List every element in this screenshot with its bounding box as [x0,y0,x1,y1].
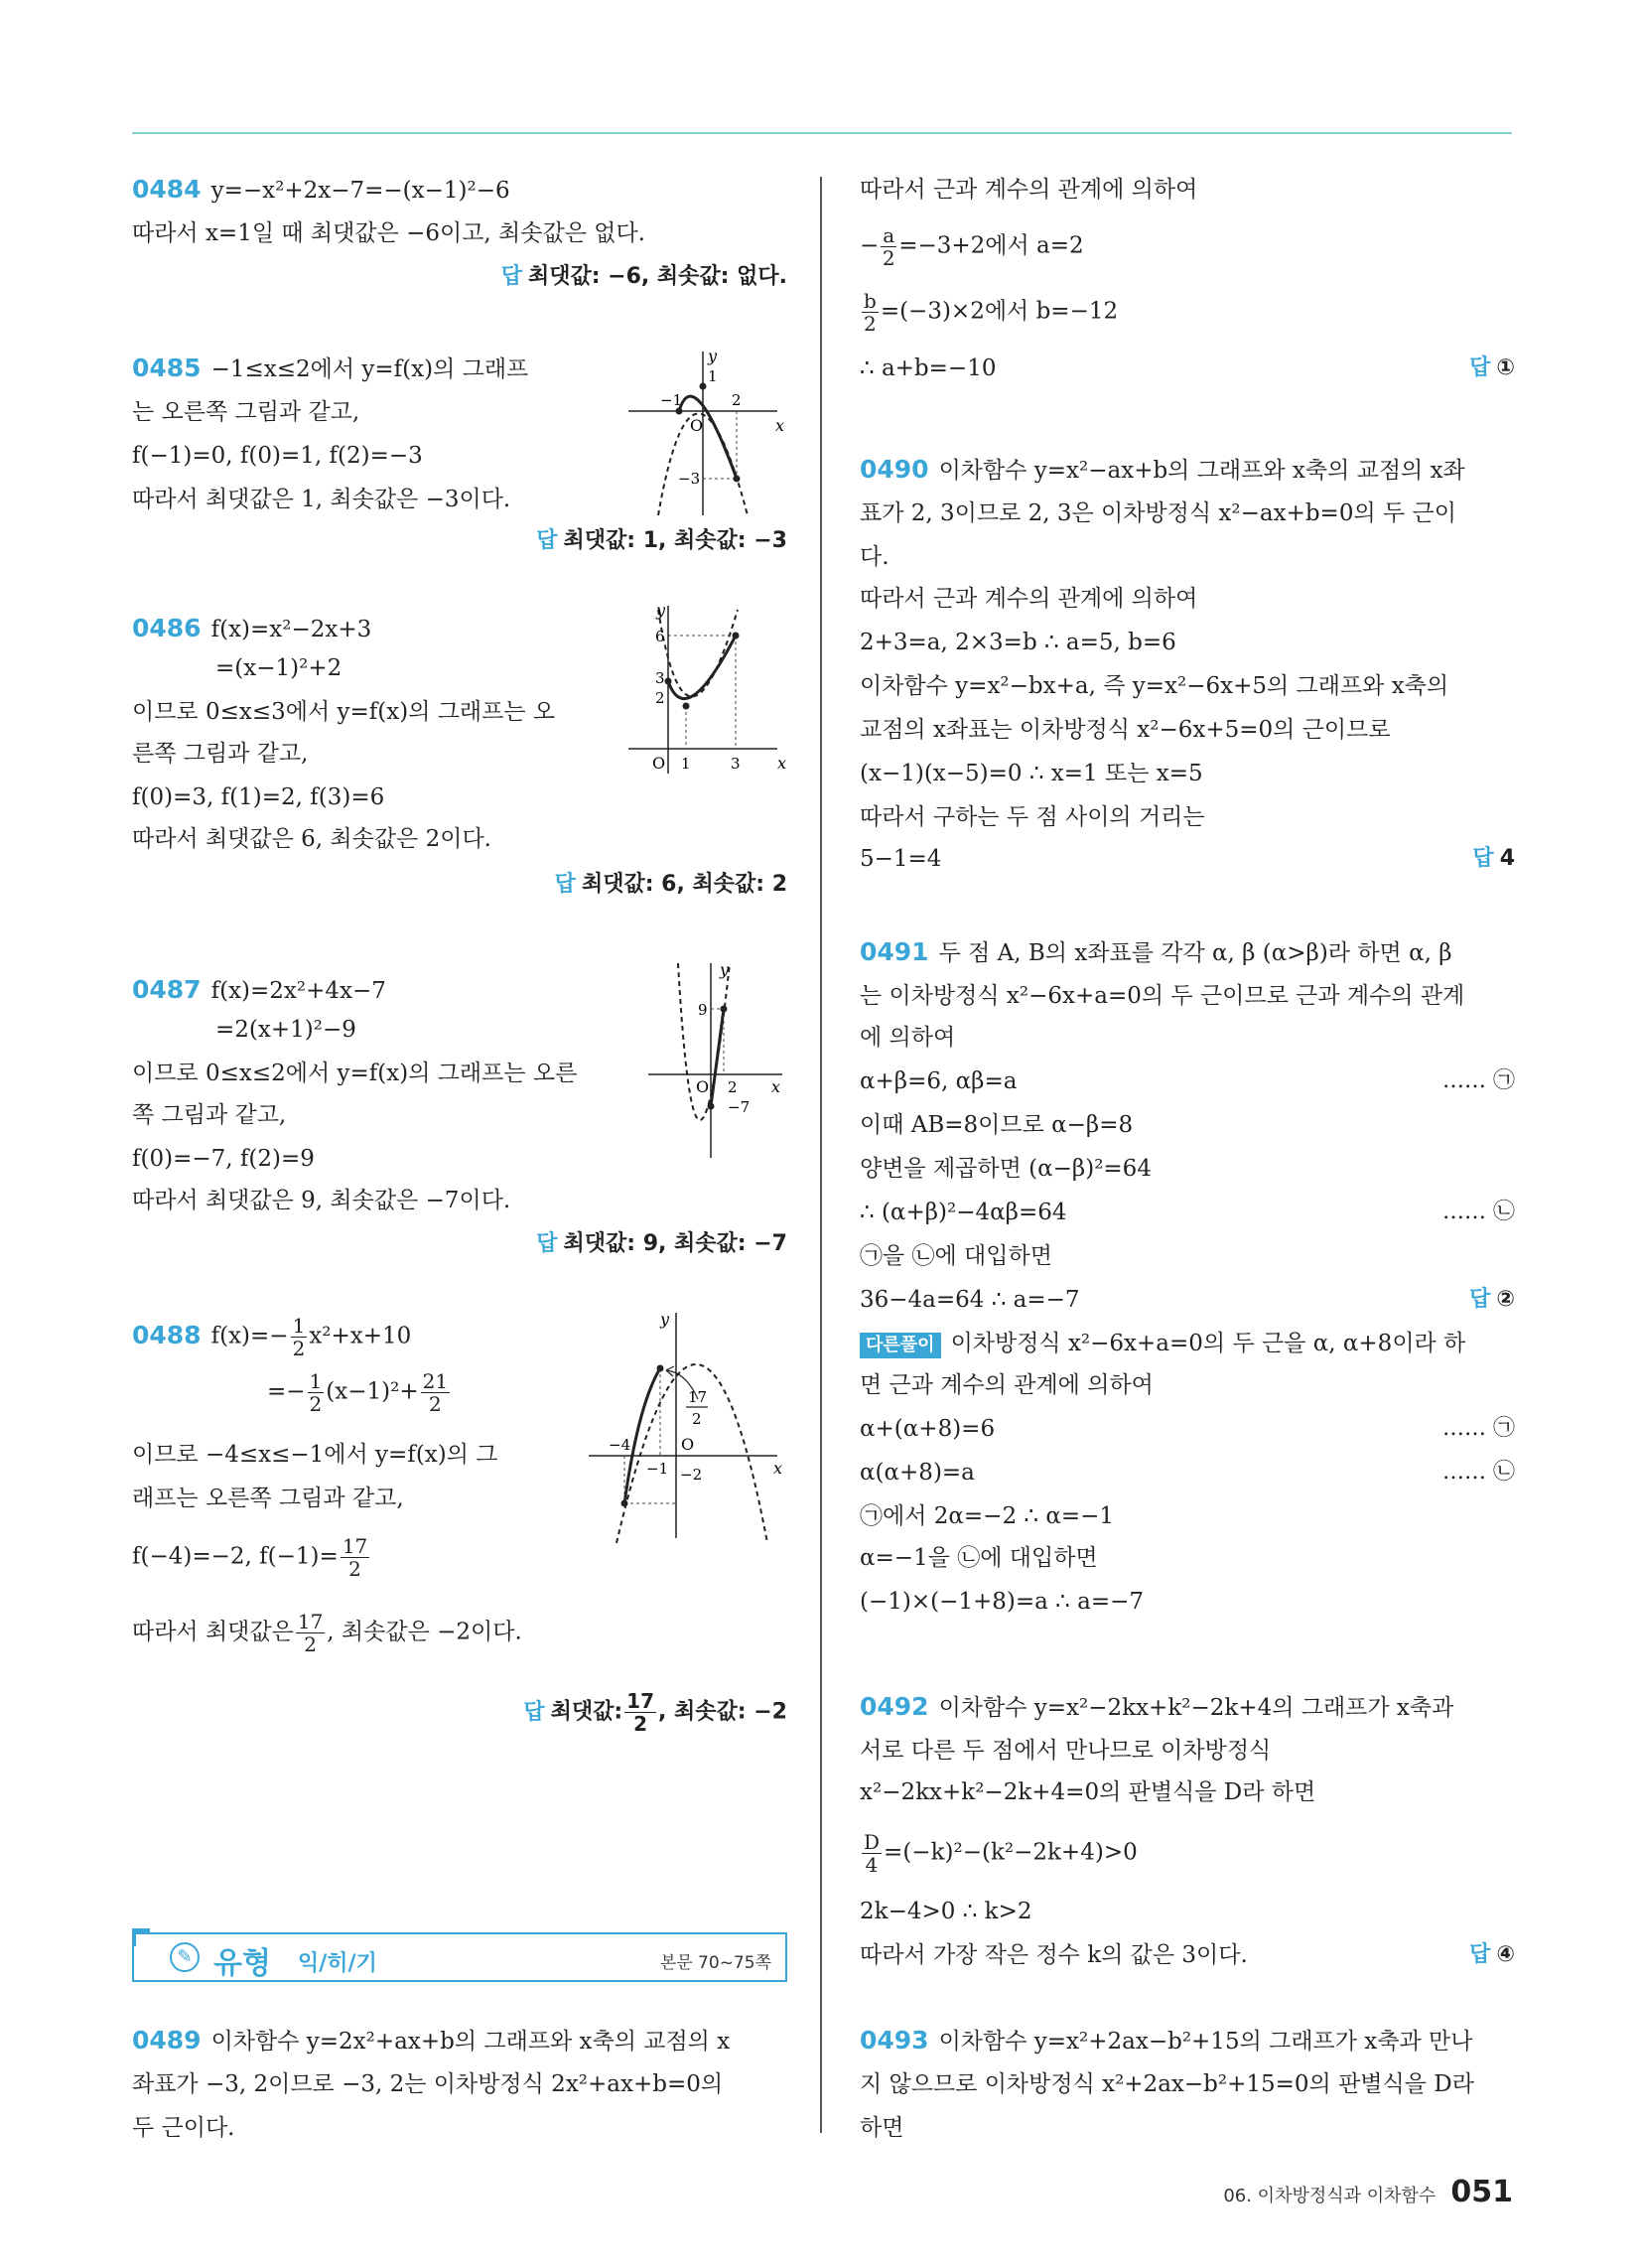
axis-label-x: x [777,754,787,773]
solution-text: x²+x+10 [309,1323,412,1349]
graph-0487 [648,959,787,1168]
solution-line: 교점의 x좌표는 이차방정식 x²−6x+5=0의 근이므로 [860,717,1391,743]
graph-0485 [628,342,787,520]
corner-accent [132,1928,150,1946]
axis-label-y: y [660,1310,670,1329]
solution-line: 좌표가 −3, 2이므로 −3, 2는 이차방정식 2x²+ax+b=0의 [132,2071,724,2097]
numerator: 21 [422,1369,449,1393]
solution-line: f(x)=x²−2x+3 [210,617,372,642]
solution-line: 5−1=4 [860,846,942,872]
answer-label: 답 [1469,1942,1491,1967]
solution-line: 이차방정식 x²−6x+a=0의 두 근을 α, α+8이라 하 [950,1331,1466,1356]
solution-line: f(0)=3, f(1)=2, f(3)=6 [132,784,385,810]
answer-label: 답 [500,264,522,289]
problem-number: 0490 [860,455,929,484]
solution-line: 이차함수 y=x²−bx+a, 즉 y=x²−6x+5의 그래프와 x축의 [860,673,1449,699]
solution-line: 양변을 제곱하면 (α−β)²=64 [860,1156,1152,1182]
solution-text: f(−4)=−2, f(−1)= [132,1543,339,1570]
equation-marker: …… ㉡ [1442,1460,1515,1485]
axis-label-y: y [656,601,666,620]
check-notebook-icon: ✎ [170,1942,200,1972]
numerator: 17 [297,1610,324,1633]
problem-number: 0485 [132,354,202,382]
numerator: D [864,1830,881,1854]
axis-label-x: x [771,1077,781,1096]
solution-line: 지 않으므로 이차방정식 x²+2ax−b²+15=0의 판별식을 D라 [860,2071,1474,2097]
tick-label: 1 [681,755,691,773]
answer-line [1469,1940,1515,1970]
problem-number: 0487 [132,975,202,1004]
solution-line: f(−1)=0, f(0)=1, f(2)=−3 [132,443,423,469]
answer-line [536,526,787,556]
tick-label: 2 [655,689,665,707]
problem-number: 0484 [132,175,202,204]
solution-line: −1≤x≤2에서 y=f(x)의 그래프 [210,356,529,382]
solution-line: 다. [860,544,889,570]
top-rule [132,132,1512,134]
answer-text: 최댓값: 6, 최솟값: 2 [581,872,787,897]
fraction-label: 2 [692,1410,702,1428]
alt-solution-badge: 다른풀이 [860,1333,941,1358]
section-header [132,1932,787,1982]
solution-line: 이때 AB=8이므로 α−β=8 [860,1112,1134,1138]
solution-line: 이차함수 y=x²+2ax−b²+15의 그래프가 x축과 만나 [938,2029,1473,2055]
problem-number: 0492 [860,1692,929,1721]
denominator: 2 [428,1392,442,1416]
solution-line: 따라서 최댓값은 1, 최솟값은 −3이다. [132,487,511,512]
problem-number: 0491 [860,937,929,966]
page-number: 051 [1450,2175,1513,2209]
answer-text: ② [1496,1287,1515,1312]
denominator: 2 [633,1712,648,1736]
solution-line: 에 의하여 [860,1025,956,1051]
answer-label: 답 [523,1699,545,1725]
answer-line [523,1690,787,1735]
answer-line [555,870,787,900]
denominator: 2 [304,1632,317,1656]
solution-line: α+(α+8)=6 [860,1416,996,1442]
solution-line: 서로 다른 두 점에서 만나므로 이차방정식 [860,1738,1272,1764]
denominator: 2 [292,1337,306,1360]
solution-line: 표가 2, 3이므로 2, 3은 이차방정식 x²−ax+b=0의 두 근이 [860,500,1456,526]
solution-text: (x−1)²+ [326,1378,419,1405]
solution-line: 래프는 오른쪽 그림과 같고, [132,1486,404,1511]
answer-text: 최댓값: [550,1699,623,1725]
denominator: 2 [348,1557,361,1581]
solution-line: ∴ (α+β)²−4αβ=64 [860,1200,1067,1225]
section-title: 유형 [213,1946,271,1981]
solution-line: 따라서 최댓값은 9, 최솟값은 −7이다. [132,1188,511,1213]
problem-number: 0493 [860,2026,929,2055]
solution-line: 따라서 최댓값은 6, 최솟값은 2이다. [132,826,491,852]
solution-line: f(0)=−7, f(2)=9 [132,1146,315,1172]
solution-text: =−3+2에서 a=2 [898,232,1084,259]
tick-label: −3 [678,470,701,488]
numerator: 1 [292,1314,306,1338]
answer-label: 답 [1469,1287,1491,1312]
solution-line: =2(x+1)²−9 [215,1017,356,1043]
numerator: 17 [626,1689,655,1713]
solution-line: ∴ a+b=−10 [860,355,997,381]
problem-number: 0488 [132,1320,202,1349]
solution-text: =(−k)²−(k²−2k+4)>0 [884,1839,1138,1866]
solution-line: 따라서 근과 계수의 관계에 의하여 [860,586,1198,612]
origin-label: O [681,1435,695,1454]
solution-line: 는 이차방정식 x²−6x+a=0의 두 근이므로 근과 계수의 관계 [860,983,1465,1009]
numerator: a [883,223,895,247]
answer-line [1469,1285,1515,1315]
solution-line: 2k−4>0 ∴ k>2 [860,1899,1032,1924]
solution-text: =− [267,1378,306,1405]
answer-label: 답 [536,1231,558,1256]
answer-text: 최댓값: −6, 최솟값: 없다. [527,264,787,289]
fraction [881,224,896,269]
solution-line: ㉠에서 2α=−2 ∴ α=−1 [860,1503,1115,1529]
solution-line: α+β=6, αβ=a [860,1068,1018,1094]
problem-number: 0486 [132,614,202,642]
tick-label: 6 [655,628,665,645]
solution-line: 두 점 A, B의 x좌표를 각각 α, β (α>β)라 하면 α, β [938,940,1452,966]
solution-line: 이차함수 y=2x²+ax+b의 그래프와 x축의 교점의 x [210,2029,731,2055]
tick-label: 9 [698,1001,708,1019]
tick-label: −4 [609,1436,631,1454]
answer-label: 답 [536,528,558,553]
problem-number: 0489 [132,2026,202,2055]
fraction-label: 17 [688,1388,708,1406]
origin-label: O [690,416,704,435]
origin-label: O [652,754,666,773]
solution-line: 따라서 x=1일 때 최댓값은 −6이고, 최솟값은 없다. [132,220,645,246]
equation-marker: …… ㉠ [1442,1416,1515,1441]
solution-line: 는 오른쪽 그림과 같고, [132,399,360,425]
solution-line: α=−1을 ㉡에 대입하면 [860,1545,1098,1571]
solution-line: 두 근이다. [132,2115,235,2141]
solution-line: 이차함수 y=x²−ax+b의 그래프와 x축의 교점의 x좌 [938,458,1465,484]
section-subtitle: 익/히/기 [298,1951,377,1976]
axis-label-y: y [720,960,730,979]
fraction [624,1690,656,1735]
section-page-ref: 본문 70~75쪽 [659,1953,771,1973]
equation-marker: …… ㉠ [1442,1068,1515,1093]
solution-line: (x−1)(x−5)=0 ∴ x=1 또는 x=5 [860,761,1203,786]
tick-label: −7 [728,1098,751,1116]
solution-line: y=−x²+2x−7=−(x−1)²−6 [210,178,510,204]
answer-label: 답 [1472,846,1494,871]
axis-label-x: x [773,1459,783,1478]
tick-label: −1 [660,391,683,409]
tick-label: 2 [732,391,742,409]
solution-line: 쪽 그림과 같고, [132,1102,287,1128]
tick-label: 3 [731,755,741,773]
answer-text: , 최솟값: −2 [658,1699,787,1725]
page-footer [1223,2175,1513,2209]
denominator: 2 [309,1392,323,1416]
tick-label: 2 [728,1078,738,1096]
answer-text: ④ [1496,1942,1515,1967]
solution-line: x²−2kx+k²−2k+4=0의 판별식을 D라 하면 [860,1779,1316,1805]
answer-line [1469,354,1515,383]
fraction [296,1611,325,1655]
solution-line: (−1)×(−1+8)=a ∴ a=−7 [860,1589,1145,1615]
answer-text: 4 [1499,846,1515,871]
denominator: 2 [864,312,877,336]
fraction [862,1831,882,1876]
solution-line: 따라서 근과 계수의 관계에 의하여 [860,177,1198,203]
fraction [308,1370,325,1415]
axis-label-y: y [708,347,718,365]
solution-text: f(x)=− [210,1323,289,1349]
solution-line: ㉠을 ㉡에 대입하면 [860,1243,1052,1269]
solution-text: , 최솟값은 −2이다. [327,1619,522,1645]
answer-line [1472,844,1515,874]
solution-line: 하면 [860,2115,904,2141]
tick-label: −1 [646,1460,669,1478]
tick-label: 3 [655,669,665,687]
solution-line: 2+3=a, 2×3=b ∴ a=5, b=6 [860,630,1176,655]
solution-text: 따라서 최댓값은 [132,1619,294,1645]
solution-text: =(−3)×2에서 b=−12 [880,298,1119,325]
solution-line: 따라서 구하는 두 점 사이의 거리는 [860,804,1205,830]
numerator: 1 [309,1369,323,1393]
fraction [421,1370,450,1415]
solution-line: 이므로 −4≤x≤−1에서 y=f(x)의 그 [132,1442,498,1468]
denominator: 2 [882,246,895,270]
solution-line: 이므로 0≤x≤2에서 y=f(x)의 그래프는 오른 [132,1061,578,1086]
tick-label: −2 [680,1466,703,1484]
axis-label-x: x [775,416,785,435]
answer-text: ① [1496,355,1515,380]
solution-line: 이차함수 y=x²−2kx+k²−2k+4의 그래프가 x축과 [938,1695,1454,1721]
equation-marker: …… ㉡ [1442,1200,1515,1224]
solution-line: f(x)=2x²+4x−7 [210,978,386,1004]
tick-label: 1 [708,367,718,385]
fraction [291,1315,308,1359]
solution-line: 따라서 가장 작은 정수 k의 값은 3이다. [860,1942,1248,1968]
denominator: 4 [865,1853,879,1877]
answer-text: 최댓값: 9, 최솟값: −7 [563,1231,787,1256]
answer-label: 답 [554,872,576,897]
column-divider [820,177,822,2133]
solution-line: α(α+8)=a [860,1460,975,1486]
answer-text: 최댓값: 1, 최솟값: −3 [563,528,787,553]
solution-line: =(x−1)²+2 [215,655,342,681]
origin-label: O [696,1077,710,1096]
numerator: b [864,289,877,313]
graph-0486 [628,600,787,779]
fraction [862,290,879,335]
graph-0488 [589,1305,787,1543]
numerator: 17 [342,1534,368,1558]
solution-line: 면 근과 계수의 관계에 의하여 [860,1372,1154,1398]
answer-line [501,262,787,292]
solution-text: − [860,232,880,259]
answer-line [536,1229,787,1259]
answer-label: 답 [1469,355,1491,380]
chapter-title: 06. 이차방정식과 이차함수 [1223,2186,1437,2206]
solution-line: 36−4a=64 ∴ a=−7 [860,1287,1080,1313]
solution-line: 른쪽 그림과 같고, [132,741,309,767]
fraction [341,1535,369,1580]
solution-line: 이므로 0≤x≤3에서 y=f(x)의 그래프는 오 [132,699,556,725]
